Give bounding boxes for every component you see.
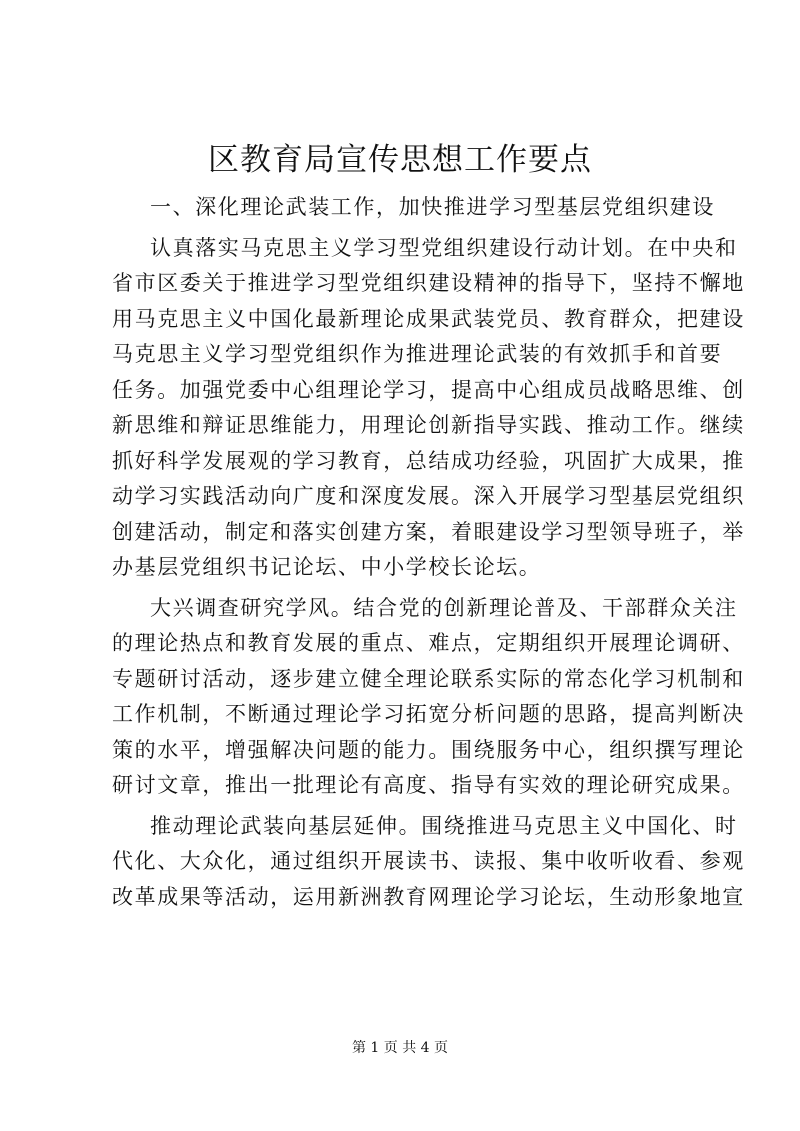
section-heading: 一、深化理论武装工作，加快推进学习型基层党组织建设 xyxy=(150,195,715,219)
paragraph-line: 用马克思主义中国化最新理论成果武装党员、教育群众，把建设 xyxy=(112,306,745,331)
paragraph-line: 代化、大众化，通过组织开展读书、读报、集中收听收看、参观 xyxy=(112,849,745,873)
paragraph-line: 省市区委关于推进学习型党组织建设精神的指导下，坚持不懈地 xyxy=(112,271,745,295)
paragraph-line: 新思维和辩证思维能力，用理论创新指导实践、推动工作。继续 xyxy=(112,413,745,437)
paragraph-line: 马克思主义学习型党组织作为推进理论武装的有效抓手和首要 xyxy=(112,342,723,366)
paragraph-line: 专题研讨活动，逐步建立健全理论联系实际的常态化学习机制和 xyxy=(112,666,745,691)
paragraph-line: 抓好科学发展观的学习教育，总结成功经验，巩固扩大成果，推 xyxy=(112,448,745,473)
paragraph-line: 认真落实马克思主义学习型党组织建设行动计划。在中央和 xyxy=(150,235,738,260)
page-footer: 第 1 页 共 4 页 xyxy=(351,1040,449,1056)
paragraph-line: 工作机制，不断通过理论学习拓宽分析问题的思路，提高判断决 xyxy=(112,702,745,726)
document-body xyxy=(112,190,745,915)
paragraph-line: 策的水平，增强解决问题的能力。围绕服务中心，组织撰写理论 xyxy=(112,737,745,762)
paragraph-line: 大兴调查研究学风。结合党的创新理论普及、干部群众关注 xyxy=(150,595,738,620)
paragraph-line: 办基层党组织书记论坛、中小学校长论坛。 xyxy=(112,555,542,579)
paragraph-line: 推动理论武装向基层延伸。围绕推进马克思主义中国化、时 xyxy=(150,813,738,838)
paragraph-line: 改革成果等活动，运用新洲教育网理论学习论坛，生动形象地宣 xyxy=(112,884,745,909)
paragraph-line: 的理论热点和教育发展的重点、难点，定期组织开展理论调研、 xyxy=(112,631,745,655)
paragraph-line: 创建活动，制定和落实创建方案，着眼建设学习型领导班子，举 xyxy=(112,519,745,544)
paragraph-line: 任务。加强党委中心组理论学习，提高中心组成员战略思维、创 xyxy=(112,377,745,402)
paragraph-line: 研讨文章，推出一批理论有高度、指导有实效的理论研究成果。 xyxy=(112,773,745,797)
document-title: 区教育局宣传思想工作要点 xyxy=(208,142,592,178)
paragraph-line: 动学习实践活动向广度和深度发展。深入开展学习型基层党组织 xyxy=(112,484,745,508)
